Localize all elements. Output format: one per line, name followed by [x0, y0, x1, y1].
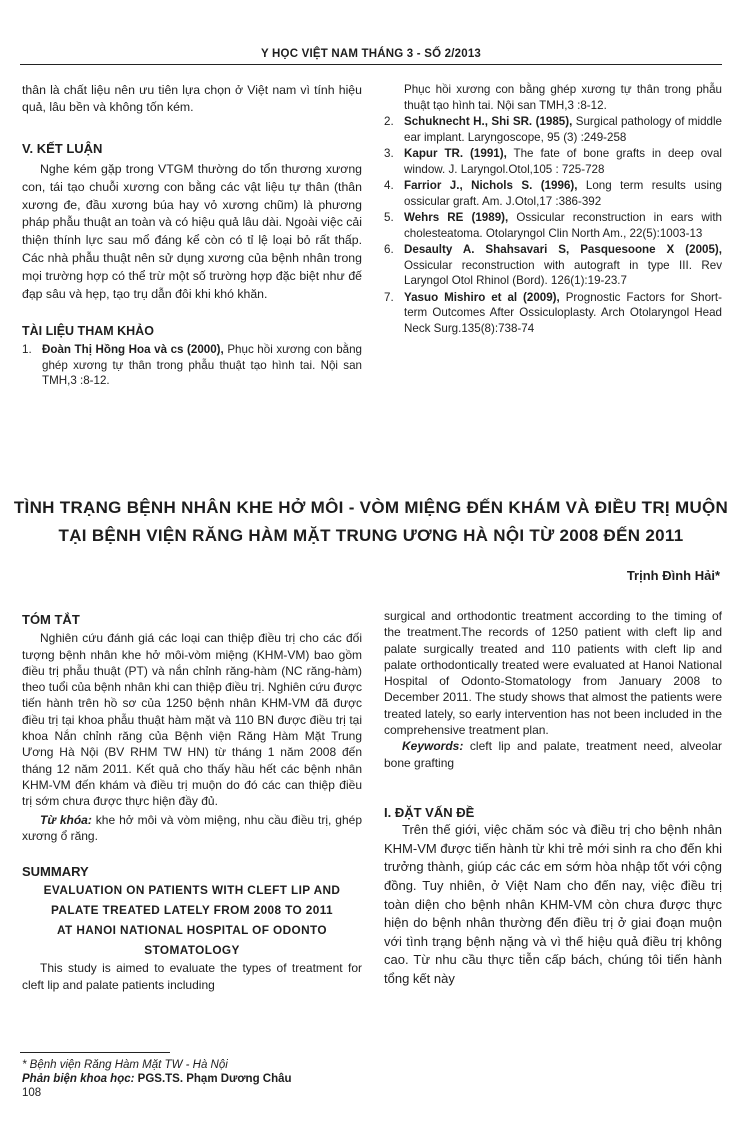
article-author: Trịnh Đình Hải* — [626, 568, 720, 583]
footnote-affiliation: * Bệnh viện Răng Hàm Mặt TW - Hà Nội — [22, 1059, 228, 1071]
conclusion-heading: V. KẾT LUẬN — [22, 141, 103, 156]
summary-text-continued: surgical and orthodontic treatment according to the timing of the treatment.The records of 1250 patient with cleft lip and palate surgically treated and 110 patients with cleft lip and palate orthodontically treated were evaluated at Hanoi National Hospital of Odonto-Stomatology from January 2008 to December 2011. The study shows that almost the patients were treated lately, so early intervention has not been included in the comprehensive treatment plan. — [384, 609, 722, 738]
reference-text: Kapur TR. (1991), The fate of bone grafts in deep oval window. J. Laryngol.Otol,105 : 725-728 — [404, 147, 722, 176]
reference-text: Farrior J., Nichols S. (1996), Long term results using ossicular graft. Am. J.Otol,17 :386-392 — [404, 179, 722, 208]
intro-heading: I. ĐẶT VẤN ĐỀ — [384, 804, 475, 820]
abstract-heading: TÓM TẮT — [22, 612, 80, 627]
summary-title-line-3: AT HANOI NATIONAL HOSPITAL OF ODONTO — [57, 923, 327, 938]
prev-right-column — [384, 82, 722, 337]
summary-intro-column — [384, 608, 722, 989]
reference-number: 1. — [22, 343, 32, 357]
reference-text: Schuknecht H., Shi SR. (1985), Surgical pathology of middle ear implant. Laryngoscope, 95 (3) :249-258 — [404, 115, 723, 144]
reference-text: Yasuo Mishiro et al (2009), Prognostic Factors for Short-term Outcomes After Ossiculoplasty. Arch Otolaryngol Head Neck Surg.135(8):738-74 — [404, 290, 722, 335]
page-number: 108 — [22, 1087, 42, 1099]
keywords-en-text: cleft lip and palate, treatment need, alveolar bone grafting — [384, 739, 722, 770]
reference-item — [384, 178, 722, 209]
reviewer-label: Phản biện khoa học: — [22, 1073, 135, 1085]
conclusion-text: Nghe kém gặp trong VTGM thường do tổn thương xương con, tái tạo chuỗi xương con bằng các vật liệu tự thân (thân xương đe, đầu xương búa hay vỏ xương chũm) là phương pháp phẫu thuật an toàn và có hiệu quả lâu dài. Ngoài việc cải thiện thính lực sau mổ đáng kể còn có tỉ lệ loại bỏ rất thấp. Các nhà phẫu thuật nên sử dụng xương của bệnh nhân trong mọi trường hợp có thể trừ một số trường hợp đặc biệt như đế đạp sâu và hẹp, tạo trụ dẫn đôi khi khó khăn. — [22, 162, 362, 301]
keywords-en — [384, 738, 722, 771]
reference-item — [384, 114, 722, 145]
reference-item — [22, 342, 362, 389]
reference-item — [384, 210, 722, 241]
summary-text-start: This study is aimed to evaluate the types of treatment for cleft lip and palate patients including — [22, 961, 362, 992]
reference-text: Wehrs RE (1989), Ossicular reconstruction in ears with cholesteatoma. Otolaryngol Clin North Am., 22(5):1003-13 — [404, 211, 722, 240]
reference-number: 5. — [384, 211, 394, 224]
header-rule — [20, 64, 722, 65]
references-heading: TÀI LIỆU THAM KHẢO — [22, 324, 154, 339]
reference-text: Desaulty A. Shahsavari S, Pasquesoone X (2005), Ossicular reconstruction with autograft in type III. Rev Laryngol Otol Rhinol (Bord). 126(1):19-23.7 — [404, 243, 722, 287]
reference-item — [384, 290, 722, 337]
prev-lead-text: thân là chất liệu nên ưu tiên lựa chọn ở Việt nam vì tính hiệu quả, lâu bền và không tốn kém. — [22, 83, 362, 114]
summary-heading: SUMMARY — [22, 864, 89, 880]
abstract-text: Nghiên cứu đánh giá các loại can thiệp điều trị cho các đối tượng bệnh nhân khe hở môi-vòm miệng (KHM-VM) bao gồm điều trị phẫu thuật (PT) và nắn chỉnh răng-hàm (NC răng-hàm) theo tuổi của bệnh nhân khi can thiệp điều trị. Nghiên cứu được tiến hành trên hồ sơ của 1250 bệnh nhân KHM-VM đã được điều trị tại khoa phẫu thuật hàm mặt và 110 BN được điều trị tại khoa Nắn chỉnh răng của Bệnh viện Răng Hàm Mặt Trung Ương Hà Nội (BV RHM TW HN) từ tháng 1 năm 2008 đến tháng 12 năm 2011. Kết quả cho thấy hầu hết các bệnh nhân KHM-VM đến khám và điều trị muộn do đó các can thiệp điều trị sớm chưa được thực hiện đầy đủ. — [22, 631, 362, 809]
summary-title-line-1: EVALUATION ON PATIENTS WITH CLEFT LIP AND — [43, 883, 341, 898]
article-title-line-2: TẠI BỆNH VIỆN RĂNG HÀM MẶT TRUNG ƯƠNG HÀ NỘI TỪ 2008 ĐẾN 2011 — [58, 526, 684, 545]
footnote — [22, 1058, 422, 1100]
summary-title-line-2: PALATE TREATED LATELY FROM 2008 TO 2011 — [51, 903, 333, 918]
reference-number: 6. — [384, 243, 394, 256]
reference-number: 7. — [384, 290, 394, 304]
keywords-en-label: Keywords: — [402, 739, 464, 754]
reference-continuation: Phục hồi xương con bằng ghép xương tự thân trong phẫu thuật tạo hình tai. Nội san TMH,3 :8-12. — [404, 83, 722, 112]
abstract-column — [22, 612, 362, 993]
reference-item — [384, 242, 722, 289]
journal-header: Y HỌC VIỆT NAM THÁNG 3 - SỐ 2/2013 — [260, 48, 482, 60]
reference-number: 3. — [384, 147, 394, 160]
footnote-rule — [20, 1052, 170, 1053]
keywords-vi-text: khe hở môi và vòm miệng, nhu cầu điều trị, ghép xương ổ răng. — [22, 812, 363, 843]
reference-item — [384, 82, 722, 113]
reference-number: 2. — [384, 115, 394, 128]
reviewer-name: PGS.TS. Phạm Dương Châu — [134, 1073, 292, 1085]
article-title-line-1: TÌNH TRẠNG BỆNH NHÂN KHE HỞ MÔI - VÒM MIỆNG ĐẾN KHÁM VÀ ĐIỀU TRỊ MUỘN — [13, 498, 729, 517]
reference-number: 4. — [384, 179, 394, 192]
keywords-vi — [22, 812, 362, 845]
reference-text: Đoàn Thị Hồng Hoa và cs (2000), Phục hồi xương con bằng ghép xương tự thân trong phẫu thuật tạo hình tai. Nội san TMH,3 :8-12. — [42, 343, 362, 388]
reference-item — [384, 146, 722, 177]
summary-title-line-4: STOMATOLOGY — [144, 943, 240, 958]
keywords-vi-label: Từ khóa: — [40, 812, 92, 827]
intro-text: Trên thế giới, việc chăm sóc và điều trị cho bệnh nhân KHM-VM được tiến hành từ khi trẻ mới sinh ra cho đến khi trưởng thành, giúp các các em sớm hòa nhập tốt với cộng đồng. Tuy nhiên, ở Việt Nam cho đến nay, việc điều trị toàn diện cho bệnh nhân KHM-VM còn chưa được thực hiện do bệnh nhân thường đến điều trị ở giai đoạn muộn với tình trạng bệnh nặng và vì thế hiệu quả điều trị không cao. Từ nhu cầu thực tiễn cấp bách, chúng tôi tiến hành tổng kết này — [384, 822, 722, 987]
prev-left-column — [22, 82, 362, 390]
